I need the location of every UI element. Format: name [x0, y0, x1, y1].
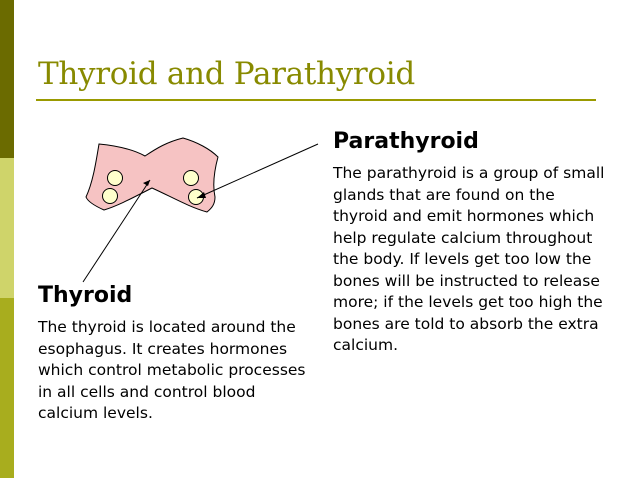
- thyroid-description: The thyroid is located around the esophagus. It creates hormones which control metabolic processes in all cells and control blood calcium levels.: [38, 318, 306, 422]
- slide-title: Thyroid and Parathyroid: [38, 56, 415, 92]
- parathyroid-gland-upper-left: [108, 171, 123, 186]
- parathyroid-description: The parathyroid is a group of small glands that are found on the thyroid and emit hormones which help regulate calcium throughout the body. If levels get too low the bones will be instructed to release more; if the levels get too high the bones are told to absorb the extra calcium.: [333, 164, 605, 354]
- parathyroid-gland-lower-left: [103, 189, 118, 204]
- parathyroid-gland-upper-right: [184, 171, 199, 186]
- parathyroid-heading: Parathyroid: [333, 129, 479, 154]
- thyroid-heading: Thyroid: [38, 283, 133, 308]
